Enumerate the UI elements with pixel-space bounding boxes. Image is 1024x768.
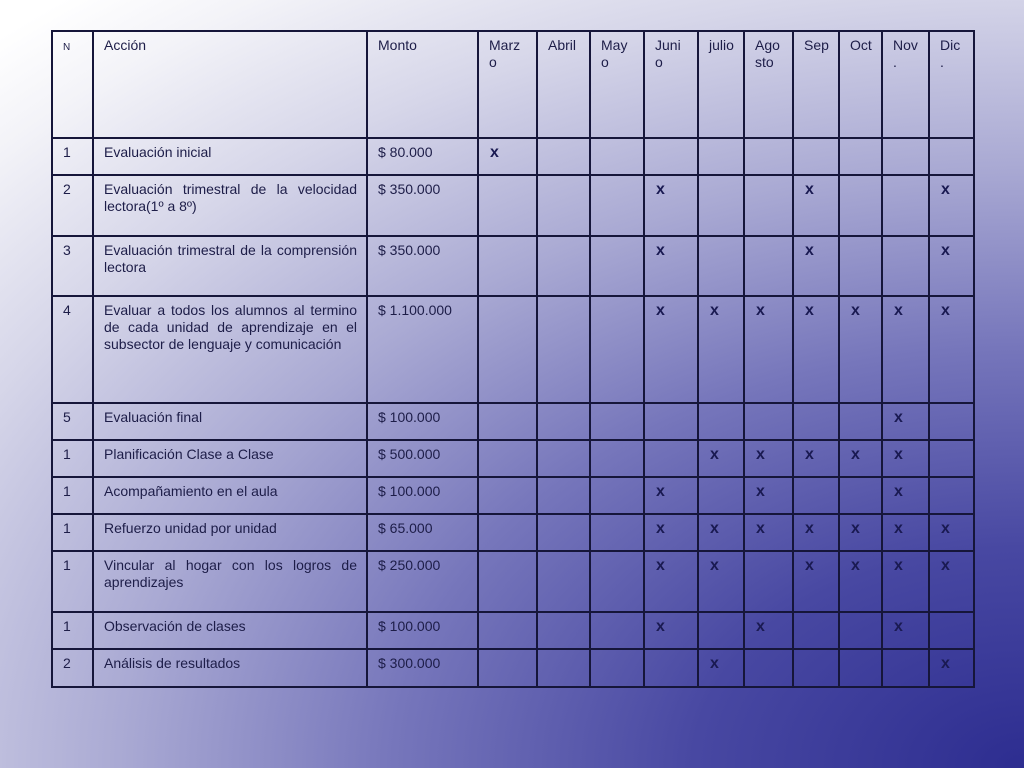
header-month-label: Dic. <box>940 37 961 70</box>
cell-mark-oct <box>839 175 882 236</box>
cell-mark-mayo <box>590 551 644 612</box>
cell-n: 4 <box>52 296 93 403</box>
cell-mark-marzo: x <box>478 138 537 175</box>
cell-mark-oct: x <box>839 514 882 551</box>
cell-mark-julio <box>698 403 744 440</box>
header-month-label: Agosto <box>755 37 780 70</box>
header-month-junio <box>644 31 698 138</box>
cell-n: 5 <box>52 403 93 440</box>
cell-n: 2 <box>52 175 93 236</box>
cell-amount: $ 100.000 <box>367 403 478 440</box>
schedule-table <box>51 30 975 688</box>
cell-mark-junio: x <box>644 514 698 551</box>
cell-mark-mayo <box>590 514 644 551</box>
cell-mark-oct <box>839 649 882 687</box>
cell-mark-sep: x <box>793 551 839 612</box>
cell-mark-nov: x <box>882 612 929 649</box>
table-row <box>52 514 974 551</box>
header-month-marzo <box>478 31 537 138</box>
cell-mark-nov <box>882 236 929 296</box>
cell-mark-oct <box>839 138 882 175</box>
cell-mark-sep: x <box>793 440 839 477</box>
cell-mark-agosto <box>744 649 793 687</box>
cell-mark-dic <box>929 612 974 649</box>
cell-mark-marzo <box>478 440 537 477</box>
cell-mark-marzo <box>478 477 537 514</box>
cell-mark-dic: x <box>929 514 974 551</box>
header-month-label: Sep <box>804 37 829 53</box>
cell-n: 1 <box>52 138 93 175</box>
cell-mark-agosto <box>744 236 793 296</box>
cell-mark-nov: x <box>882 514 929 551</box>
header-month-label: Nov. <box>893 37 918 70</box>
cell-n: 1 <box>52 551 93 612</box>
cell-amount: $ 250.000 <box>367 551 478 612</box>
table-row <box>52 612 974 649</box>
header-month-label: Junio <box>655 37 681 70</box>
cell-n: 1 <box>52 612 93 649</box>
cell-mark-oct <box>839 612 882 649</box>
cell-mark-agosto: x <box>744 612 793 649</box>
cell-mark-nov: x <box>882 477 929 514</box>
cell-mark-agosto <box>744 138 793 175</box>
table-row <box>52 649 974 687</box>
cell-action: Evaluar a todos los alumnos al termino de cada unidad de aprendizaje en el subsector de lenguaje y comunicación <box>93 296 367 403</box>
table-row <box>52 440 974 477</box>
cell-mark-abril <box>537 649 590 687</box>
cell-mark-julio <box>698 477 744 514</box>
cell-mark-oct: x <box>839 296 882 403</box>
table-row <box>52 175 974 236</box>
cell-mark-oct: x <box>839 551 882 612</box>
cell-mark-dic: x <box>929 236 974 296</box>
cell-mark-dic: x <box>929 296 974 403</box>
cell-mark-agosto: x <box>744 477 793 514</box>
cell-mark-sep: x <box>793 514 839 551</box>
cell-action: Evaluación final <box>93 403 367 440</box>
cell-mark-dic <box>929 138 974 175</box>
cell-mark-junio: x <box>644 236 698 296</box>
header-row <box>52 31 974 138</box>
header-month-mayo <box>590 31 644 138</box>
cell-mark-junio <box>644 403 698 440</box>
cell-mark-marzo <box>478 649 537 687</box>
cell-mark-nov: x <box>882 440 929 477</box>
header-amount-label: Monto <box>378 37 417 53</box>
cell-mark-dic: x <box>929 175 974 236</box>
header-month-abril <box>537 31 590 138</box>
cell-mark-marzo <box>478 175 537 236</box>
cell-mark-agosto <box>744 175 793 236</box>
cell-mark-abril <box>537 138 590 175</box>
header-month-sep <box>793 31 839 138</box>
cell-mark-julio: x <box>698 514 744 551</box>
cell-action: Evaluación trimestral de la velocidad lectora(1º a 8º) <box>93 175 367 236</box>
cell-mark-junio: x <box>644 551 698 612</box>
table-row <box>52 296 974 403</box>
table-row <box>52 403 974 440</box>
table-row <box>52 551 974 612</box>
cell-mark-abril <box>537 296 590 403</box>
cell-mark-marzo <box>478 403 537 440</box>
cell-mark-nov <box>882 175 929 236</box>
cell-action: Análisis de resultados <box>93 649 367 687</box>
cell-mark-oct: x <box>839 440 882 477</box>
header-month-label: julio <box>709 37 734 53</box>
table-row <box>52 236 974 296</box>
cell-mark-julio <box>698 236 744 296</box>
cell-mark-sep <box>793 138 839 175</box>
cell-amount: $ 350.000 <box>367 175 478 236</box>
cell-mark-junio: x <box>644 175 698 236</box>
table-row <box>52 138 974 175</box>
cell-mark-sep: x <box>793 236 839 296</box>
header-amount <box>367 31 478 138</box>
cell-mark-sep: x <box>793 175 839 236</box>
header-month-label: Oct <box>850 37 872 53</box>
cell-mark-marzo <box>478 551 537 612</box>
cell-mark-junio <box>644 138 698 175</box>
header-n <box>52 31 93 138</box>
cell-amount: $ 300.000 <box>367 649 478 687</box>
cell-mark-mayo <box>590 477 644 514</box>
cell-mark-nov <box>882 649 929 687</box>
cell-mark-abril <box>537 440 590 477</box>
cell-mark-oct <box>839 236 882 296</box>
cell-mark-julio <box>698 175 744 236</box>
cell-mark-julio: x <box>698 551 744 612</box>
cell-action: Observación de clases <box>93 612 367 649</box>
cell-mark-nov: x <box>882 296 929 403</box>
header-month-label: Mayo <box>601 37 628 70</box>
cell-mark-dic <box>929 477 974 514</box>
cell-mark-junio: x <box>644 477 698 514</box>
cell-mark-dic: x <box>929 649 974 687</box>
header-month-dic <box>929 31 974 138</box>
cell-mark-agosto <box>744 403 793 440</box>
cell-n: 1 <box>52 477 93 514</box>
cell-mark-mayo <box>590 138 644 175</box>
header-month-agosto <box>744 31 793 138</box>
cell-mark-nov <box>882 138 929 175</box>
cell-mark-abril <box>537 477 590 514</box>
cell-mark-mayo <box>590 612 644 649</box>
cell-mark-mayo <box>590 236 644 296</box>
cell-amount: $ 65.000 <box>367 514 478 551</box>
cell-mark-abril <box>537 612 590 649</box>
cell-amount: $ 350.000 <box>367 236 478 296</box>
cell-mark-marzo <box>478 296 537 403</box>
cell-amount: $ 80.000 <box>367 138 478 175</box>
cell-mark-nov: x <box>882 403 929 440</box>
cell-mark-junio <box>644 649 698 687</box>
cell-action: Evaluación inicial <box>93 138 367 175</box>
cell-mark-oct <box>839 403 882 440</box>
header-month-julio <box>698 31 744 138</box>
cell-mark-abril <box>537 403 590 440</box>
cell-amount: $ 100.000 <box>367 477 478 514</box>
cell-mark-agosto <box>744 551 793 612</box>
cell-mark-sep <box>793 649 839 687</box>
cell-mark-junio: x <box>644 296 698 403</box>
cell-n: 2 <box>52 649 93 687</box>
header-action-label: Acción <box>104 37 147 53</box>
header-month-label: Abril <box>548 37 577 53</box>
header-month-label: Marzo <box>489 37 521 70</box>
cell-mark-abril <box>537 551 590 612</box>
header-month-nov <box>882 31 929 138</box>
cell-mark-marzo <box>478 612 537 649</box>
cell-mark-abril <box>537 514 590 551</box>
cell-mark-abril <box>537 175 590 236</box>
header-n-label: N <box>63 42 71 53</box>
cell-action: Refuerzo unidad por unidad <box>93 514 367 551</box>
cell-mark-junio <box>644 440 698 477</box>
cell-mark-agosto: x <box>744 296 793 403</box>
cell-mark-dic <box>929 440 974 477</box>
cell-mark-julio: x <box>698 649 744 687</box>
table-row <box>52 477 974 514</box>
cell-mark-mayo <box>590 403 644 440</box>
cell-mark-marzo <box>478 236 537 296</box>
cell-n: 1 <box>52 514 93 551</box>
cell-action: Planificación Clase a Clase <box>93 440 367 477</box>
cell-action: Vincular al hogar con los logros de aprendizajes <box>93 551 367 612</box>
cell-mark-sep <box>793 477 839 514</box>
cell-mark-julio <box>698 612 744 649</box>
cell-mark-sep <box>793 403 839 440</box>
cell-mark-junio: x <box>644 612 698 649</box>
cell-mark-julio <box>698 138 744 175</box>
cell-mark-oct <box>839 477 882 514</box>
cell-mark-dic: x <box>929 551 974 612</box>
cell-action: Acompañamiento en el aula <box>93 477 367 514</box>
cell-mark-julio: x <box>698 440 744 477</box>
cell-mark-julio: x <box>698 296 744 403</box>
cell-mark-mayo <box>590 440 644 477</box>
cell-mark-sep: x <box>793 296 839 403</box>
cell-mark-mayo <box>590 649 644 687</box>
cell-mark-mayo <box>590 175 644 236</box>
cell-amount: $ 500.000 <box>367 440 478 477</box>
header-action <box>93 31 367 138</box>
cell-mark-marzo <box>478 514 537 551</box>
cell-amount: $ 100.000 <box>367 612 478 649</box>
cell-mark-agosto: x <box>744 514 793 551</box>
cell-action: Evaluación trimestral de la comprensión lectora <box>93 236 367 296</box>
cell-mark-agosto: x <box>744 440 793 477</box>
cell-amount: $ 1.100.000 <box>367 296 478 403</box>
cell-n: 3 <box>52 236 93 296</box>
cell-mark-dic <box>929 403 974 440</box>
cell-mark-nov: x <box>882 551 929 612</box>
cell-mark-mayo <box>590 296 644 403</box>
cell-n: 1 <box>52 440 93 477</box>
header-month-oct <box>839 31 882 138</box>
cell-mark-sep <box>793 612 839 649</box>
cell-mark-abril <box>537 236 590 296</box>
